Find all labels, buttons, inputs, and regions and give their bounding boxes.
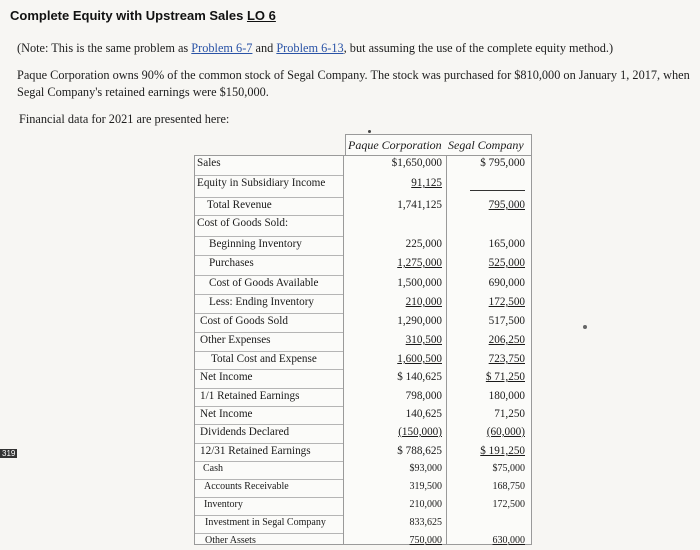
- row-label: Less: Ending Inventory: [209, 296, 315, 308]
- row-separator: [195, 215, 343, 216]
- paque-value: 225,000: [405, 238, 442, 250]
- segal-value: 71,250: [494, 408, 525, 420]
- title-text: Complete Equity with Upstream Sales: [10, 8, 244, 23]
- learning-objective-link[interactable]: LO 6: [246, 8, 276, 23]
- paque-value: 91,125: [411, 177, 442, 189]
- row-separator: [195, 406, 343, 407]
- segal-value: 630,000: [492, 535, 525, 546]
- row-label: Other Assets: [205, 535, 256, 546]
- paque-value: 210,000: [409, 499, 442, 510]
- row-separator: [195, 479, 343, 480]
- row-label: Investment in Segal Company: [205, 517, 326, 528]
- row-separator: [195, 351, 343, 352]
- segal-value: (60,000): [486, 426, 525, 438]
- row-label: Net Income: [200, 371, 253, 383]
- row-separator: [195, 461, 343, 462]
- segal-value: 723,750: [488, 353, 525, 365]
- row-label: 12/31 Retained Earnings: [200, 445, 311, 457]
- row-separator: [195, 175, 343, 176]
- paque-value: (150,000): [398, 426, 442, 438]
- row-separator: [195, 533, 343, 534]
- note-paragraph: [17, 40, 693, 57]
- row-separator: [195, 424, 343, 425]
- paque-value: 310,500: [405, 334, 442, 346]
- paque-value: 750,000: [409, 535, 442, 546]
- problem-6-7-link[interactable]: Problem 6-7: [191, 41, 253, 55]
- segal-underline: [470, 190, 525, 191]
- segal-value: 165,000: [488, 238, 525, 250]
- paque-value: 1,290,000: [397, 315, 442, 327]
- note-before: (Note: This is the same problem as: [17, 41, 192, 55]
- row-label: Beginning Inventory: [209, 238, 302, 250]
- row-separator: [195, 388, 343, 389]
- row-label: Cost of Goods Sold:: [197, 217, 289, 229]
- paque-value: $ 788,625: [397, 445, 442, 457]
- paque-value: $1,650,000: [391, 157, 442, 169]
- intro-line-2: Segal Company's retained earnings were $150,000.: [17, 85, 269, 99]
- row-label: Inventory: [204, 499, 243, 510]
- paque-value: 1,600,500: [397, 353, 442, 365]
- row-label: Sales: [197, 157, 221, 169]
- margin-page-number: 319: [2, 449, 16, 458]
- row-label: Cost of Goods Available: [209, 277, 319, 289]
- problem-6-13-link[interactable]: Problem 6-13: [276, 41, 344, 55]
- row-separator: [195, 497, 343, 498]
- financial-data-intro: Financial data for 2021 are presented here:: [19, 112, 230, 126]
- row-label: Dividends Declared: [200, 426, 290, 438]
- row-separator: [195, 369, 343, 370]
- intro-line-1: Paque Corporation owns 90% of the common stock of Segal Company. The stock was purchased for $810,000 on January 1, 2017, when: [17, 68, 690, 82]
- decorative-dot: [368, 130, 371, 133]
- row-separator: [195, 332, 343, 333]
- paque-value: 210,000: [405, 296, 442, 308]
- paque-value: 1,275,000: [397, 257, 442, 269]
- paque-value: 833,625: [409, 517, 442, 528]
- segal-value: $ 71,250: [485, 371, 525, 383]
- row-label: 1/1 Retained Earnings: [200, 390, 300, 402]
- row-separator: [195, 197, 343, 198]
- paque-value: 319,500: [409, 481, 442, 492]
- row-label: Other Expenses: [200, 334, 271, 346]
- segal-value: 525,000: [488, 257, 525, 269]
- row-separator: [195, 294, 343, 295]
- row-label: Purchases: [209, 257, 254, 269]
- paque-value: 1,500,000: [397, 277, 442, 289]
- row-separator: [195, 313, 343, 314]
- paque-value: 140,625: [405, 408, 442, 420]
- segal-value: 172,500: [492, 499, 525, 510]
- paque-value: $93,000: [409, 463, 442, 474]
- row-label: Cash: [203, 463, 223, 474]
- page-title: [10, 8, 276, 23]
- row-separator: [195, 443, 343, 444]
- row-separator: [195, 255, 343, 256]
- note-after: , but assuming the use of the complete equity method.): [343, 41, 614, 55]
- segal-value: 180,000: [488, 390, 525, 402]
- row-label: Cost of Goods Sold: [200, 315, 288, 327]
- row-separator: [195, 275, 343, 276]
- segal-value: 690,000: [488, 277, 525, 289]
- col-header-segal: Segal Company: [448, 138, 524, 152]
- paque-value: 798,000: [405, 390, 442, 402]
- note-mid: and: [252, 41, 277, 55]
- segal-value: $ 795,000: [480, 157, 525, 169]
- row-separator: [195, 515, 343, 516]
- row-separator: [195, 236, 343, 237]
- col-header-paque: Paque Corporation: [348, 138, 442, 152]
- segal-value: 172,500: [488, 296, 525, 308]
- row-label: Total Revenue: [207, 199, 272, 211]
- decorative-dot: [583, 325, 587, 329]
- paque-value: 1,741,125: [397, 199, 442, 211]
- segal-value: $75,000: [492, 463, 525, 474]
- segal-value: 206,250: [488, 334, 525, 346]
- row-label: Total Cost and Expense: [211, 353, 317, 365]
- row-label: Equity in Subsidiary Income: [197, 177, 326, 189]
- segal-value: $ 191,250: [480, 445, 525, 457]
- row-label: Net Income: [200, 408, 253, 420]
- row-label: Accounts Receivable: [204, 481, 289, 492]
- segal-value: 795,000: [488, 199, 525, 211]
- paque-value: $ 140,625: [397, 371, 442, 383]
- segal-value: 517,500: [488, 315, 525, 327]
- segal-value: 168,750: [492, 481, 525, 492]
